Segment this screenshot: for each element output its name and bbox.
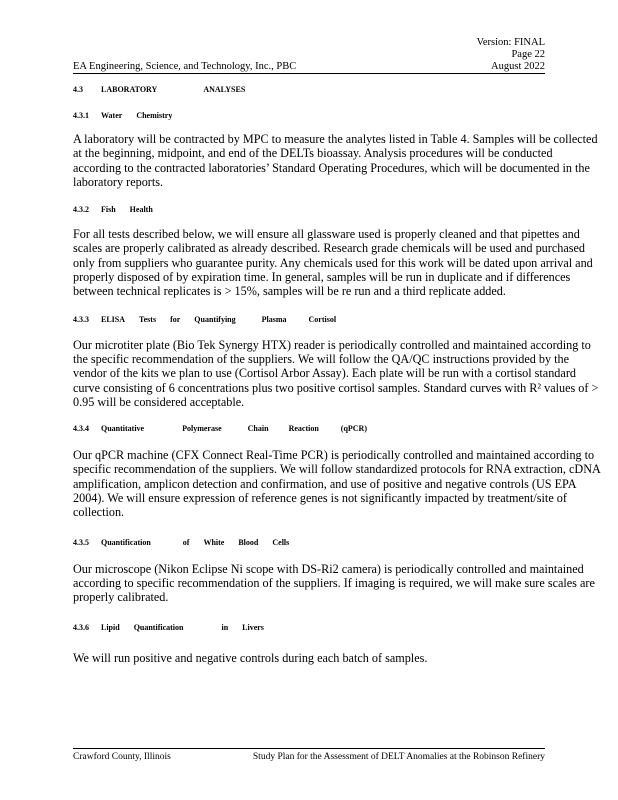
subsection-number: 4.3.3 [73, 314, 89, 324]
heading-word: Cells [272, 537, 290, 547]
heading-word: Lipid [101, 622, 120, 632]
heading-word: Plasma [261, 314, 287, 324]
heading-word: ANALYSES [203, 85, 246, 94]
subsection-heading [73, 111, 600, 123]
subsection-heading [73, 424, 600, 436]
footer-location: Crawford County, Illinois [73, 752, 171, 762]
subsection-number: 4.3.2 [73, 205, 89, 215]
heading-word: Quantification [101, 537, 151, 547]
heading-word: Tests [139, 314, 157, 324]
paragraph: Our microscope (Nikon Eclipse Ni scope with DS-Ri2 camera) is periodically controlled and maintained according to specific recommendation of the suppliers. If imaging is required, we will make sure scales are properly calibrated. [73, 561, 595, 605]
heading-word: LABORATORY [101, 85, 158, 94]
heading-word: Quantifying [194, 314, 236, 324]
version-label: Version: FINAL [476, 37, 545, 48]
footer-divider [73, 748, 545, 749]
company-name: EA Engineering, Science, and Technology, Inc., PBC [73, 61, 297, 72]
paragraph: Our microtiter plate (Bio Tek Synergy HTX) reader is periodically controlled and maintained according to the specific recommendation of the suppliers. We will follow the QA/QC instructions provided by the vendor of the kits we plan to use (Cortisol Arbor Assay). Each plate will be run with a cortisol standard curve consisting of 6 concentrations plus two positive cortisol samples. Standard curves with R² values of > 0.95 will be considered acceptable. [73, 337, 599, 409]
subsection-number: 4.3.4 [73, 424, 89, 434]
heading-word: Chemistry [136, 111, 173, 120]
paragraph: Our qPCR machine (CFX Connect Real-Time PCR) is periodically controlled and maintained according to specific recommendation of the suppliers. We will follow standardized protocols for RNA extraction, cDNA amplification, amplicon detection and confirmation, and use of positive and negative controls (US EPA 2004). We will ensure expression of reference genes is not significantly impacted by treatment/site of collection. [73, 448, 601, 520]
section-heading [73, 85, 600, 97]
document-date: August 2022 [491, 61, 545, 72]
heading-word: of [182, 537, 190, 547]
heading-word: Blood [238, 537, 259, 547]
paragraph: For all tests described below, we will ensure all glassware used is properly cleaned and that pipettes and scales are properly calibrated as already described. Research grade chemicals will be used and purchased only from suppliers who guarantee purity. Any chemicals used for this work will be dated upon arrival and properly disposed of by expiration time. In general, samples will be run in duplicate and if differences between technical replicates is > 15%, samples will be re run and a third replicate added. [73, 227, 593, 299]
heading-word: (qPCR) [340, 424, 367, 434]
section-number: 4.3 [73, 85, 83, 94]
heading-word: Livers [242, 622, 264, 632]
paragraph: We will run positive and negative controls during each batch of samples. [73, 650, 428, 665]
heading-word: in [221, 622, 229, 632]
subsection-number: 4.3.6 [73, 622, 89, 632]
subsection-heading [73, 205, 600, 217]
heading-word: Quantification [133, 622, 184, 632]
heading-word: for [170, 314, 181, 324]
paragraph: A laboratory will be contracted by MPC to measure the analytes listed in Table 4. Samples will be collected at the beginning, midpoint, and end of the DELTs bioassay. Analysis procedures will be conducted according to the contracted laboratories’ Standard Operating Procedures, which will be documented in the laboratory reports. [73, 132, 598, 189]
document-header-meta [476, 37, 545, 73]
heading-word: Chain [247, 424, 269, 434]
subsection-heading [73, 623, 600, 635]
heading-word: White [203, 537, 225, 547]
heading-word: Health [129, 205, 153, 215]
heading-word: ELISA [101, 314, 126, 324]
heading-word: Fish [101, 205, 116, 215]
heading-word: Polymerase [182, 424, 222, 434]
header-divider [73, 73, 545, 74]
heading-word: Quantitative [101, 424, 145, 434]
heading-word: Cortisol [308, 314, 337, 324]
footer-title: Study Plan for the Assessment of DELT Anomalies at the Robinson Refinery [252, 752, 545, 762]
document-body [73, 85, 600, 665]
subsection-heading [73, 538, 600, 550]
subsection-heading [73, 315, 600, 327]
heading-word: Reaction [288, 424, 319, 434]
subsection-number: 4.3.1 [73, 111, 89, 120]
heading-word: Water [101, 111, 123, 120]
subsection-number: 4.3.5 [73, 537, 89, 547]
page-number: Page 22 [511, 49, 545, 60]
